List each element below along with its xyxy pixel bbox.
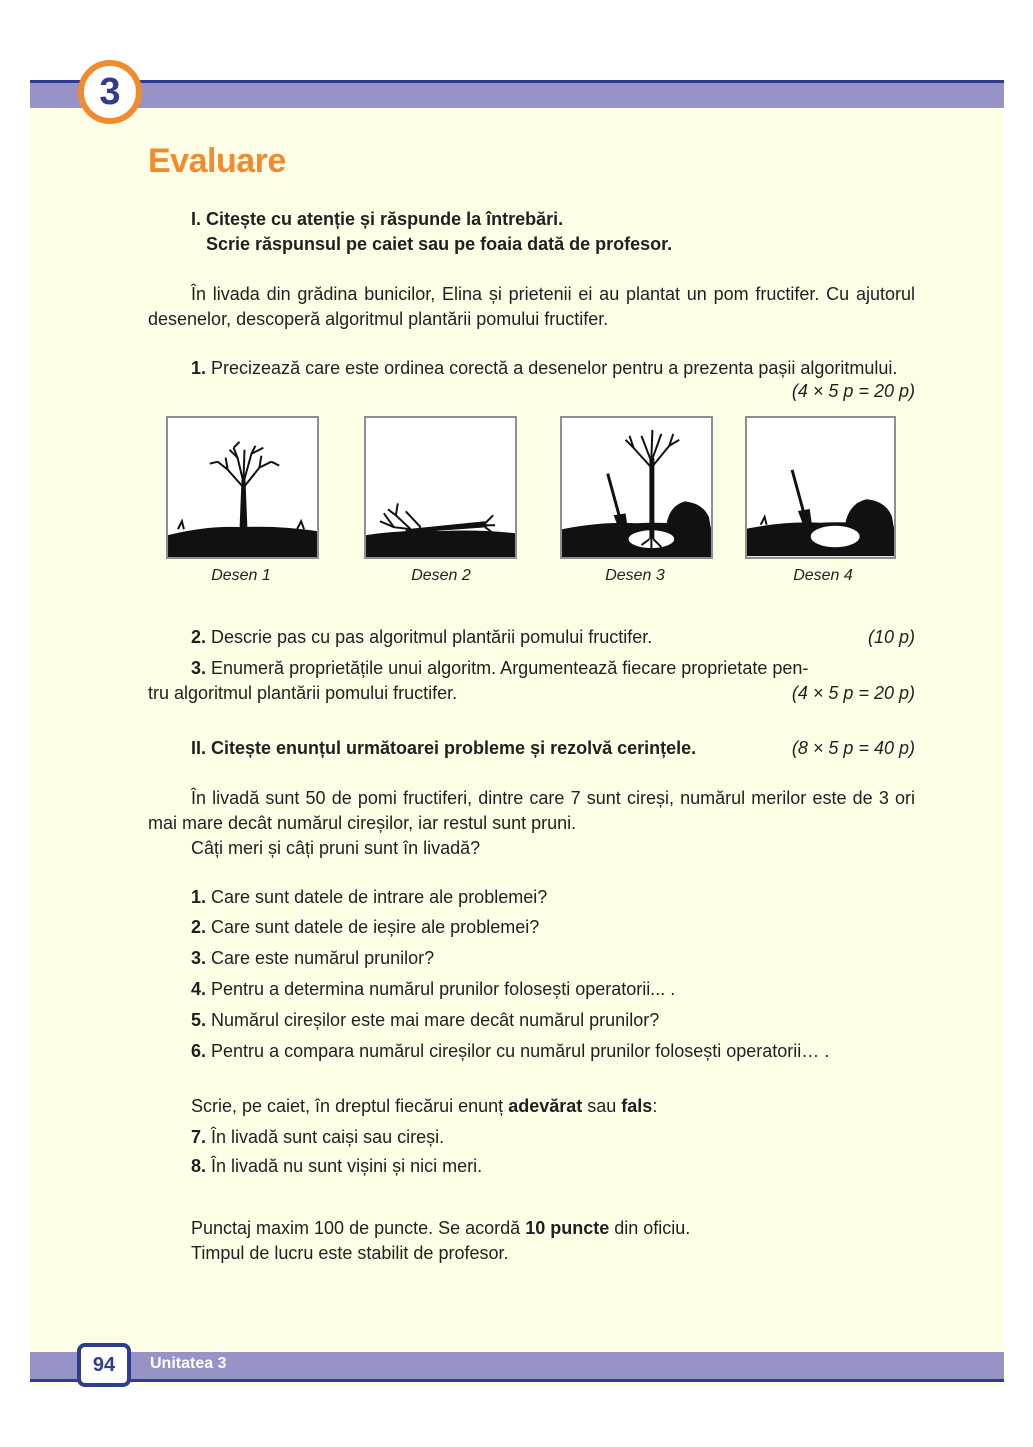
question-1-number: 1.: [191, 358, 207, 378]
question-2: [148, 625, 915, 650]
question-2-points: (10 p): [867, 627, 915, 647]
unit-label: Unitatea 3: [150, 1355, 227, 1372]
page-background: [30, 80, 1004, 1385]
question-3-number: 3.: [191, 658, 207, 678]
drawing-3-caption: Desen 3: [605, 567, 665, 584]
question-1-text: Precizează care este ordinea corectă a desenelor pentru a prezenta pașii algoritmului.: [211, 358, 898, 378]
list-item: 5. Numărul cireșilor este mai mare decât numărul prunilor?: [191, 1010, 660, 1030]
question-2-text: Descrie pas cu pas algoritmul plantării pomului fructifer.: [211, 627, 653, 647]
drawing-2-caption: Desen 2: [411, 567, 471, 584]
top-band: [30, 80, 1004, 108]
question-3-text-line2: tru algoritmul plantării pomului fructifer.: [148, 683, 458, 703]
tree-lying-icon: [366, 418, 515, 557]
list-item: 1. Care sunt datele de intrare ale problemei?: [191, 887, 548, 907]
question-1-points: (4 × 5 p = 20 p): [791, 381, 915, 401]
section2-heading-points: (8 × 5 p = 40 p): [791, 738, 915, 758]
list-item: 4. Pentru a determina numărul prunilor folosești operatorii... .: [191, 979, 676, 999]
list-item: 2. Care sunt datele de ieșire ale problemei?: [191, 917, 540, 937]
section1-intro: În livada din grădina bunicilor, Elina și prietenii ei au plantat un pom fructifer. Cu ajutorul desenelor, descoperă algoritmul plantării pomului fructifer.: [148, 284, 915, 329]
tree-in-hole-with-shovel-icon: [562, 418, 711, 557]
list-item: 3. Care este numărul prunilor?: [191, 948, 435, 968]
score-note: Punctaj maxim 100 de puncte. Se acordă 10 puncte din oficiu. Timpul de lucru este stabilit de profesor.: [191, 1218, 691, 1263]
question-2-number: 2.: [191, 627, 207, 647]
tree-planted-icon: [168, 418, 317, 557]
section2-problem-question: Câți meri și câți pruni sunt în livadă?: [191, 838, 481, 858]
question-3-text-line1: Enumeră proprietățile unui algoritm. Argumentează fiecare proprietate pen-: [211, 658, 809, 678]
drawing-1-caption: Desen 1: [211, 567, 271, 584]
unit-number: 3: [99, 70, 121, 113]
section2-heading: [148, 736, 915, 761]
question-3: [148, 656, 915, 706]
section2-problem: În livadă sunt 50 de pomi fructiferi, dintre care 7 sunt cireși, numărul merilor este de 3 ori mai mare decât numărul cireșilor, iar restul sunt pruni.: [148, 788, 915, 833]
list-item: 8. În livadă nu sunt vișini și nici meri.: [191, 1156, 483, 1176]
page-title: Evaluare: [148, 142, 286, 180]
section1-heading-line2: Scrie răspunsul pe caiet sau pe foaia dată de profesor.: [206, 234, 673, 254]
list-item: 6. Pentru a compara numărul cireșilor cu numărul prunilor folosești operatorii… .: [191, 1041, 830, 1061]
section2-heading-text: II. Citește enunțul următoarei probleme și rezolvă cerințele.: [191, 738, 697, 758]
question-3-points: (4 × 5 p = 20 p): [791, 683, 915, 703]
drawing-2-image: [364, 416, 517, 559]
unit-badge: [78, 60, 142, 124]
section1-heading: [191, 207, 891, 257]
drawing-4-caption: Desen 4: [793, 567, 853, 584]
question-1: [148, 356, 915, 381]
drawing-3-image: [560, 416, 713, 559]
drawing-4-image: [745, 416, 896, 559]
drawing-1-image: [166, 416, 319, 559]
list-item: 7. În livadă sunt caiși sau cireși.: [191, 1127, 445, 1147]
page-number: 94: [77, 1343, 131, 1387]
hole-with-shovel-icon: [747, 418, 894, 557]
true-false-instruction: Scrie, pe caiet, în dreptul fiecărui enunț adevărat sau fals:: [191, 1096, 658, 1116]
section1-heading-line1: I. Citește cu atenție și răspunde la întrebări.: [191, 209, 564, 229]
